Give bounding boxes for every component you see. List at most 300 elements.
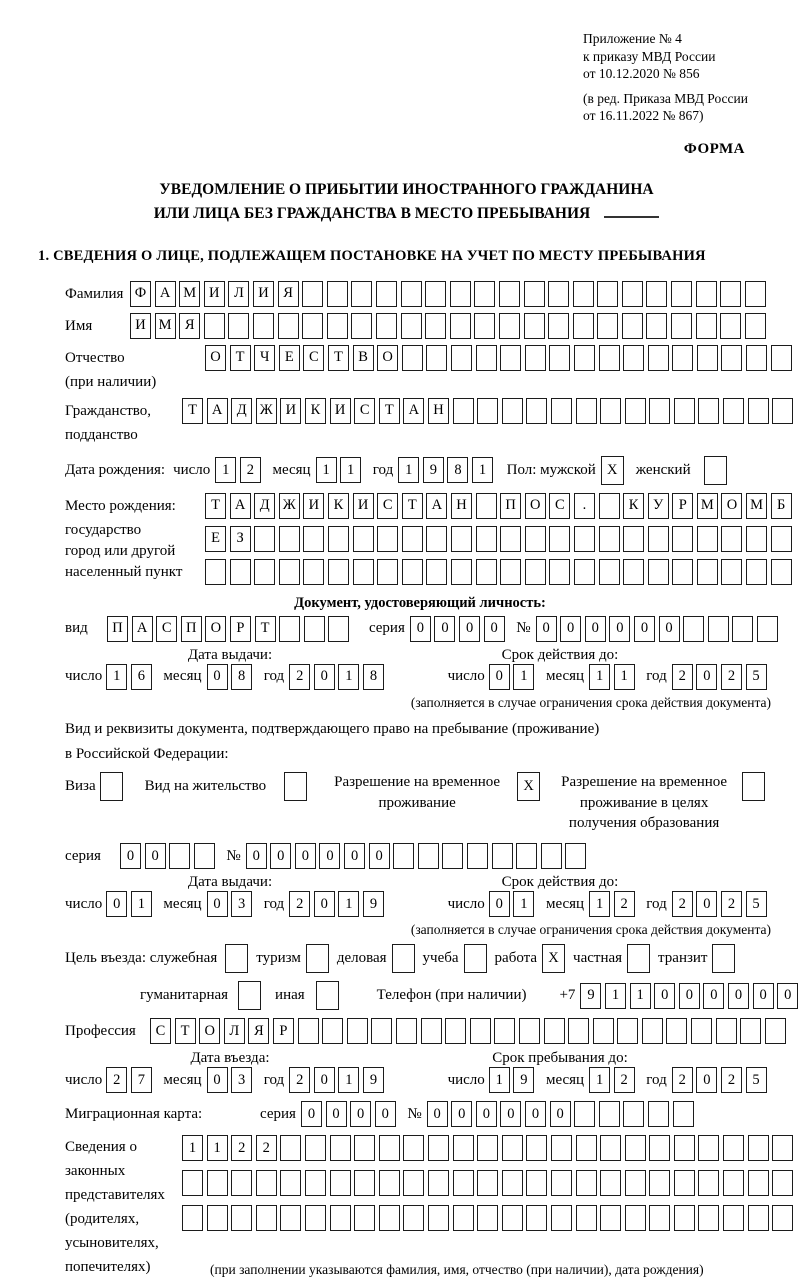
- char-cell[interactable]: Р: [672, 493, 693, 519]
- char-cell[interactable]: 1: [605, 983, 626, 1009]
- char-cell[interactable]: [740, 1018, 761, 1044]
- char-cell[interactable]: [748, 1205, 769, 1231]
- char-cell[interactable]: .: [574, 493, 595, 519]
- char-cell[interactable]: О: [525, 493, 546, 519]
- char-cell[interactable]: [525, 559, 546, 585]
- char-cell[interactable]: Я: [248, 1018, 269, 1044]
- char-cell[interactable]: [351, 313, 372, 339]
- char-cell[interactable]: [746, 559, 767, 585]
- char-cell[interactable]: 0: [314, 891, 335, 917]
- char-cell[interactable]: [746, 526, 767, 552]
- char-cell[interactable]: [327, 281, 348, 307]
- char-cell[interactable]: [696, 281, 717, 307]
- char-cell[interactable]: П: [181, 616, 202, 642]
- char-cell[interactable]: [576, 1170, 597, 1196]
- char-cell[interactable]: [568, 1018, 589, 1044]
- char-cell[interactable]: [477, 1205, 498, 1231]
- char-cell[interactable]: 1: [106, 664, 127, 690]
- char-cell[interactable]: 0: [319, 843, 340, 869]
- char-cell[interactable]: А: [403, 398, 424, 424]
- char-cell[interactable]: [425, 313, 446, 339]
- char-cell[interactable]: [476, 345, 497, 371]
- char-cell[interactable]: [500, 345, 521, 371]
- char-cell[interactable]: К: [623, 493, 644, 519]
- char-cell[interactable]: С: [354, 398, 375, 424]
- char-cell[interactable]: Ж: [256, 398, 277, 424]
- char-cell[interactable]: [426, 345, 447, 371]
- char-cell[interactable]: [476, 526, 497, 552]
- char-cell[interactable]: [721, 559, 742, 585]
- char-cell[interactable]: 0: [654, 983, 675, 1009]
- char-cell[interactable]: И: [330, 398, 351, 424]
- char-cell[interactable]: [765, 1018, 786, 1044]
- char-cell[interactable]: 2: [289, 1067, 310, 1093]
- char-cell[interactable]: 0: [550, 1101, 571, 1127]
- char-cell[interactable]: 0: [207, 1067, 228, 1093]
- residence-permit-checkbox[interactable]: [284, 772, 307, 801]
- char-cell[interactable]: [499, 313, 520, 339]
- char-cell[interactable]: [351, 281, 372, 307]
- char-cell[interactable]: [453, 1205, 474, 1231]
- char-cell[interactable]: [477, 1170, 498, 1196]
- char-cell[interactable]: [280, 1135, 301, 1161]
- char-cell[interactable]: [548, 313, 569, 339]
- char-cell[interactable]: [623, 1101, 644, 1127]
- char-cell[interactable]: [772, 1135, 793, 1161]
- char-cell[interactable]: [772, 1205, 793, 1231]
- purpose-tourism-checkbox[interactable]: [306, 944, 329, 973]
- char-cell[interactable]: [253, 313, 274, 339]
- char-cell[interactable]: [453, 1170, 474, 1196]
- char-cell[interactable]: [500, 559, 521, 585]
- char-cell[interactable]: [467, 843, 488, 869]
- purpose-business-checkbox[interactable]: [392, 944, 415, 973]
- char-cell[interactable]: 0: [375, 1101, 396, 1127]
- char-cell[interactable]: Н: [451, 493, 472, 519]
- char-cell[interactable]: В: [353, 345, 374, 371]
- char-cell[interactable]: 2: [256, 1135, 277, 1161]
- char-cell[interactable]: [708, 616, 729, 642]
- char-cell[interactable]: [425, 281, 446, 307]
- char-cell[interactable]: [499, 281, 520, 307]
- char-cell[interactable]: [599, 559, 620, 585]
- char-cell[interactable]: [494, 1018, 515, 1044]
- char-cell[interactable]: [231, 1205, 252, 1231]
- char-cell[interactable]: [720, 281, 741, 307]
- char-cell[interactable]: X: [601, 456, 624, 485]
- char-cell[interactable]: [354, 1135, 375, 1161]
- char-cell[interactable]: [691, 1018, 712, 1044]
- char-cell[interactable]: [284, 772, 307, 801]
- char-cell[interactable]: 0: [500, 1101, 521, 1127]
- char-cell[interactable]: [401, 281, 422, 307]
- char-cell[interactable]: [771, 526, 792, 552]
- char-cell[interactable]: [225, 944, 248, 973]
- char-cell[interactable]: И: [303, 493, 324, 519]
- char-cell[interactable]: 0: [145, 843, 166, 869]
- char-cell[interactable]: [698, 1170, 719, 1196]
- char-cell[interactable]: 2: [106, 1067, 127, 1093]
- char-cell[interactable]: 2: [240, 457, 261, 483]
- temp-permit-checkbox[interactable]: [517, 772, 540, 801]
- char-cell[interactable]: 0: [489, 664, 510, 690]
- char-cell[interactable]: [674, 1205, 695, 1231]
- char-cell[interactable]: [182, 1205, 203, 1231]
- char-cell[interactable]: [519, 1018, 540, 1044]
- char-cell[interactable]: С: [303, 345, 324, 371]
- char-cell[interactable]: П: [107, 616, 128, 642]
- char-cell[interactable]: [625, 1170, 646, 1196]
- char-cell[interactable]: [428, 1135, 449, 1161]
- purpose-private-checkbox[interactable]: [627, 944, 650, 973]
- char-cell[interactable]: [742, 772, 765, 801]
- char-cell[interactable]: И: [253, 281, 274, 307]
- char-cell[interactable]: О: [205, 616, 226, 642]
- char-cell[interactable]: [625, 1205, 646, 1231]
- char-cell[interactable]: [772, 398, 793, 424]
- char-cell[interactable]: М: [155, 313, 176, 339]
- char-cell[interactable]: Р: [273, 1018, 294, 1044]
- char-cell[interactable]: [548, 281, 569, 307]
- purpose-work-checkbox[interactable]: [542, 944, 565, 973]
- char-cell[interactable]: [576, 1135, 597, 1161]
- char-cell[interactable]: 1: [182, 1135, 203, 1161]
- char-cell[interactable]: И: [130, 313, 151, 339]
- char-cell[interactable]: 1: [489, 1067, 510, 1093]
- char-cell[interactable]: [573, 281, 594, 307]
- char-cell[interactable]: А: [207, 398, 228, 424]
- char-cell[interactable]: 3: [231, 1067, 252, 1093]
- char-cell[interactable]: [551, 1135, 572, 1161]
- char-cell[interactable]: [322, 1018, 343, 1044]
- char-cell[interactable]: [207, 1170, 228, 1196]
- char-cell[interactable]: 0: [350, 1101, 371, 1127]
- char-cell[interactable]: [169, 843, 190, 869]
- char-cell[interactable]: [525, 345, 546, 371]
- char-cell[interactable]: [600, 398, 621, 424]
- char-cell[interactable]: Т: [379, 398, 400, 424]
- char-cell[interactable]: [698, 1135, 719, 1161]
- char-cell[interactable]: [256, 1205, 277, 1231]
- char-cell[interactable]: [228, 313, 249, 339]
- char-cell[interactable]: [704, 456, 727, 485]
- char-cell[interactable]: [673, 1101, 694, 1127]
- char-cell[interactable]: 2: [614, 891, 635, 917]
- char-cell[interactable]: [746, 345, 767, 371]
- char-cell[interactable]: [305, 1170, 326, 1196]
- char-cell[interactable]: 0: [207, 664, 228, 690]
- char-cell[interactable]: [450, 281, 471, 307]
- char-cell[interactable]: 0: [536, 616, 557, 642]
- char-cell[interactable]: Л: [228, 281, 249, 307]
- char-cell[interactable]: [672, 559, 693, 585]
- char-cell[interactable]: 2: [614, 1067, 635, 1093]
- char-cell[interactable]: О: [377, 345, 398, 371]
- char-cell[interactable]: [623, 526, 644, 552]
- char-cell[interactable]: [442, 843, 463, 869]
- char-cell[interactable]: [723, 1170, 744, 1196]
- char-cell[interactable]: [674, 1170, 695, 1196]
- char-cell[interactable]: [648, 526, 669, 552]
- char-cell[interactable]: [377, 526, 398, 552]
- char-cell[interactable]: 1: [131, 891, 152, 917]
- char-cell[interactable]: [279, 559, 300, 585]
- char-cell[interactable]: X: [517, 772, 540, 801]
- char-cell[interactable]: 7: [131, 1067, 152, 1093]
- char-cell[interactable]: [450, 313, 471, 339]
- char-cell[interactable]: 2: [721, 891, 742, 917]
- char-cell[interactable]: [649, 398, 670, 424]
- char-cell[interactable]: [576, 398, 597, 424]
- char-cell[interactable]: 0: [410, 616, 431, 642]
- char-cell[interactable]: [476, 559, 497, 585]
- char-cell[interactable]: [428, 1205, 449, 1231]
- char-cell[interactable]: Т: [182, 398, 203, 424]
- char-cell[interactable]: [627, 944, 650, 973]
- char-cell[interactable]: [451, 345, 472, 371]
- char-cell[interactable]: К: [305, 398, 326, 424]
- char-cell[interactable]: [306, 944, 329, 973]
- char-cell[interactable]: [723, 1205, 744, 1231]
- char-cell[interactable]: [646, 281, 667, 307]
- char-cell[interactable]: [671, 281, 692, 307]
- char-cell[interactable]: 9: [580, 983, 601, 1009]
- char-cell[interactable]: [402, 345, 423, 371]
- char-cell[interactable]: [600, 1135, 621, 1161]
- char-cell[interactable]: [476, 493, 497, 519]
- char-cell[interactable]: [328, 526, 349, 552]
- char-cell[interactable]: 0: [703, 983, 724, 1009]
- char-cell[interactable]: 2: [721, 664, 742, 690]
- char-cell[interactable]: 0: [753, 983, 774, 1009]
- char-cell[interactable]: [502, 398, 523, 424]
- char-cell[interactable]: [748, 1135, 769, 1161]
- char-cell[interactable]: Д: [254, 493, 275, 519]
- char-cell[interactable]: [376, 281, 397, 307]
- char-cell[interactable]: [328, 616, 349, 642]
- char-cell[interactable]: [194, 843, 215, 869]
- purpose-humanitarian-checkbox[interactable]: [238, 981, 261, 1010]
- char-cell[interactable]: Н: [428, 398, 449, 424]
- char-cell[interactable]: [403, 1170, 424, 1196]
- char-cell[interactable]: [182, 1170, 203, 1196]
- char-cell[interactable]: [426, 526, 447, 552]
- char-cell[interactable]: 0: [120, 843, 141, 869]
- char-cell[interactable]: 9: [363, 1067, 384, 1093]
- char-cell[interactable]: 5: [746, 891, 767, 917]
- char-cell[interactable]: Ф: [130, 281, 151, 307]
- char-cell[interactable]: 0: [777, 983, 798, 1009]
- char-cell[interactable]: [574, 559, 595, 585]
- char-cell[interactable]: 0: [728, 983, 749, 1009]
- char-cell[interactable]: Т: [402, 493, 423, 519]
- char-cell[interactable]: 0: [634, 616, 655, 642]
- char-cell[interactable]: [492, 843, 513, 869]
- char-cell[interactable]: [671, 313, 692, 339]
- char-cell[interactable]: [549, 559, 570, 585]
- char-cell[interactable]: Т: [175, 1018, 196, 1044]
- purpose-other-checkbox[interactable]: [316, 981, 339, 1010]
- char-cell[interactable]: [353, 526, 374, 552]
- char-cell[interactable]: М: [746, 493, 767, 519]
- char-cell[interactable]: [303, 559, 324, 585]
- char-cell[interactable]: [526, 1205, 547, 1231]
- char-cell[interactable]: 8: [231, 664, 252, 690]
- char-cell[interactable]: [648, 559, 669, 585]
- char-cell[interactable]: М: [179, 281, 200, 307]
- char-cell[interactable]: [502, 1170, 523, 1196]
- edu-permit-checkbox[interactable]: [742, 772, 765, 801]
- char-cell[interactable]: [623, 345, 644, 371]
- char-cell[interactable]: [376, 313, 397, 339]
- char-cell[interactable]: 0: [484, 616, 505, 642]
- char-cell[interactable]: [453, 1135, 474, 1161]
- char-cell[interactable]: [402, 526, 423, 552]
- char-cell[interactable]: [302, 313, 323, 339]
- char-cell[interactable]: [599, 1101, 620, 1127]
- char-cell[interactable]: [426, 559, 447, 585]
- char-cell[interactable]: И: [280, 398, 301, 424]
- char-cell[interactable]: [745, 313, 766, 339]
- char-cell[interactable]: 2: [672, 891, 693, 917]
- char-cell[interactable]: [279, 616, 300, 642]
- char-cell[interactable]: [304, 616, 325, 642]
- char-cell[interactable]: [302, 281, 323, 307]
- char-cell[interactable]: [451, 526, 472, 552]
- char-cell[interactable]: [280, 1205, 301, 1231]
- char-cell[interactable]: О: [721, 493, 742, 519]
- char-cell[interactable]: [541, 843, 562, 869]
- char-cell[interactable]: [732, 616, 753, 642]
- char-cell[interactable]: [649, 1135, 670, 1161]
- char-cell[interactable]: 1: [589, 1067, 610, 1093]
- char-cell[interactable]: [316, 981, 339, 1010]
- char-cell[interactable]: [646, 313, 667, 339]
- char-cell[interactable]: [574, 345, 595, 371]
- char-cell[interactable]: [549, 526, 570, 552]
- char-cell[interactable]: 0: [106, 891, 127, 917]
- char-cell[interactable]: 9: [513, 1067, 534, 1093]
- char-cell[interactable]: 2: [672, 664, 693, 690]
- char-cell[interactable]: 0: [314, 1067, 335, 1093]
- char-cell[interactable]: [597, 313, 618, 339]
- char-cell[interactable]: [697, 345, 718, 371]
- char-cell[interactable]: [723, 1135, 744, 1161]
- char-cell[interactable]: 0: [344, 843, 365, 869]
- char-cell[interactable]: З: [230, 526, 251, 552]
- char-cell[interactable]: Т: [205, 493, 226, 519]
- char-cell[interactable]: [470, 1018, 491, 1044]
- char-cell[interactable]: [551, 1170, 572, 1196]
- char-cell[interactable]: [698, 398, 719, 424]
- char-cell[interactable]: 0: [434, 616, 455, 642]
- char-cell[interactable]: [353, 559, 374, 585]
- char-cell[interactable]: 0: [696, 664, 717, 690]
- char-cell[interactable]: [256, 1170, 277, 1196]
- char-cell[interactable]: [418, 843, 439, 869]
- char-cell[interactable]: 8: [447, 457, 468, 483]
- char-cell[interactable]: 0: [489, 891, 510, 917]
- char-cell[interactable]: [683, 616, 704, 642]
- char-cell[interactable]: 1: [513, 891, 534, 917]
- char-cell[interactable]: [574, 526, 595, 552]
- char-cell[interactable]: 0: [207, 891, 228, 917]
- char-cell[interactable]: [305, 1135, 326, 1161]
- char-cell[interactable]: И: [353, 493, 374, 519]
- char-cell[interactable]: [204, 313, 225, 339]
- char-cell[interactable]: 1: [398, 457, 419, 483]
- char-cell[interactable]: 0: [696, 891, 717, 917]
- char-cell[interactable]: 1: [589, 664, 610, 690]
- char-cell[interactable]: [327, 313, 348, 339]
- char-cell[interactable]: [720, 313, 741, 339]
- char-cell[interactable]: Т: [230, 345, 251, 371]
- char-cell[interactable]: [451, 559, 472, 585]
- char-cell[interactable]: 3: [231, 891, 252, 917]
- char-cell[interactable]: 5: [746, 664, 767, 690]
- char-cell[interactable]: 0: [679, 983, 700, 1009]
- char-cell[interactable]: [379, 1205, 400, 1231]
- char-cell[interactable]: Б: [771, 493, 792, 519]
- char-cell[interactable]: [526, 1135, 547, 1161]
- char-cell[interactable]: [524, 313, 545, 339]
- char-cell[interactable]: 0: [696, 1067, 717, 1093]
- char-cell[interactable]: [599, 526, 620, 552]
- char-cell[interactable]: [516, 843, 537, 869]
- char-cell[interactable]: [748, 1170, 769, 1196]
- char-cell[interactable]: 1: [630, 983, 651, 1009]
- char-cell[interactable]: 0: [369, 843, 390, 869]
- char-cell[interactable]: Я: [278, 281, 299, 307]
- char-cell[interactable]: [396, 1018, 417, 1044]
- char-cell[interactable]: 1: [589, 891, 610, 917]
- char-cell[interactable]: [330, 1170, 351, 1196]
- char-cell[interactable]: 0: [295, 843, 316, 869]
- char-cell[interactable]: [502, 1205, 523, 1231]
- sex-female-checkbox[interactable]: [704, 456, 727, 485]
- char-cell[interactable]: [207, 1205, 228, 1231]
- char-cell[interactable]: 0: [609, 616, 630, 642]
- char-cell[interactable]: [672, 526, 693, 552]
- char-cell[interactable]: 8: [363, 664, 384, 690]
- char-cell[interactable]: [393, 843, 414, 869]
- char-cell[interactable]: [303, 526, 324, 552]
- char-cell[interactable]: Я: [179, 313, 200, 339]
- char-cell[interactable]: [500, 526, 521, 552]
- char-cell[interactable]: 2: [289, 891, 310, 917]
- char-cell[interactable]: [279, 526, 300, 552]
- char-cell[interactable]: [723, 398, 744, 424]
- char-cell[interactable]: С: [150, 1018, 171, 1044]
- char-cell[interactable]: [524, 281, 545, 307]
- char-cell[interactable]: [464, 944, 487, 973]
- char-cell[interactable]: [354, 1170, 375, 1196]
- char-cell[interactable]: Ж: [279, 493, 300, 519]
- char-cell[interactable]: Ч: [254, 345, 275, 371]
- char-cell[interactable]: [697, 559, 718, 585]
- char-cell[interactable]: [757, 616, 778, 642]
- char-cell[interactable]: [573, 313, 594, 339]
- char-cell[interactable]: [574, 1101, 595, 1127]
- char-cell[interactable]: [712, 944, 735, 973]
- char-cell[interactable]: 1: [316, 457, 337, 483]
- char-cell[interactable]: [672, 345, 693, 371]
- char-cell[interactable]: Д: [231, 398, 252, 424]
- char-cell[interactable]: [371, 1018, 392, 1044]
- char-cell[interactable]: И: [204, 281, 225, 307]
- char-cell[interactable]: 2: [289, 664, 310, 690]
- char-cell[interactable]: 9: [423, 457, 444, 483]
